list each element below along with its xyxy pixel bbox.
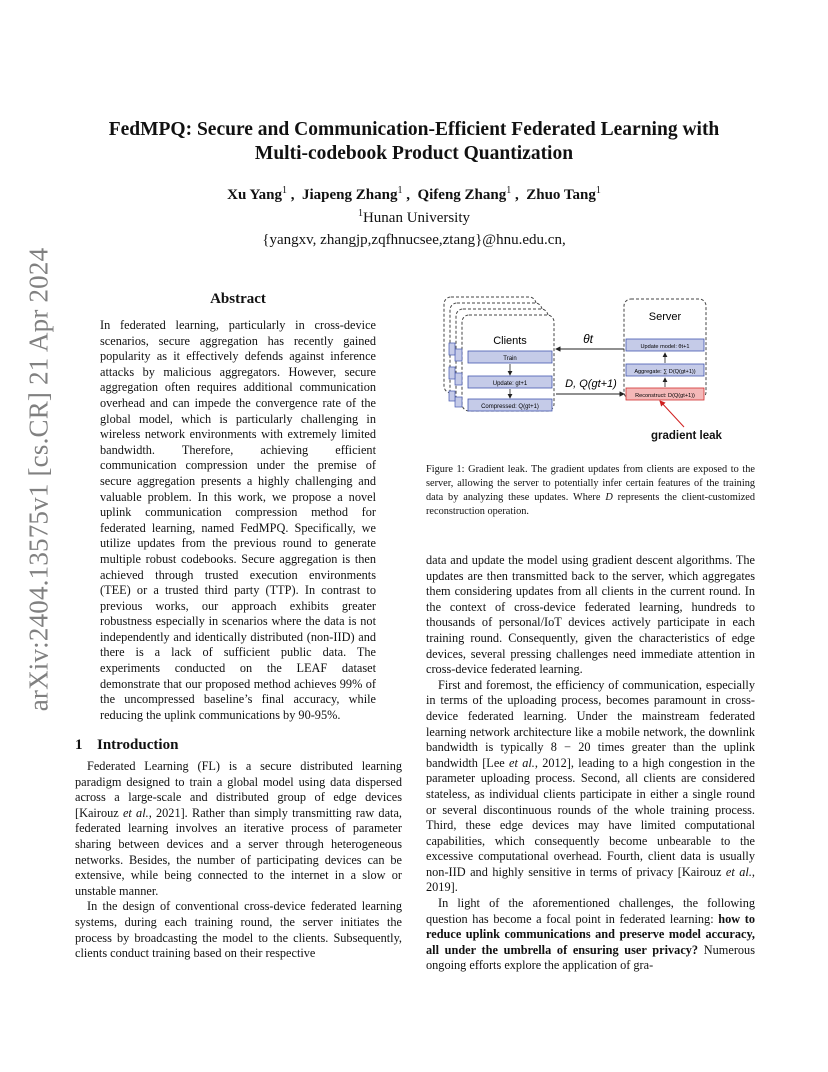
paragraph: [75, 759, 402, 899]
text-run: First and foremost, the efficiency of communication, especially in terms of the uploading process, becomes paramount in cross-device federated learning. Under the mainstream federated learning network architecture like a mobile network, the downlink bandwidth is typically 8 − 20 times greater than the uplink bandwidth [Lee: [426, 677, 755, 770]
update-label: Update: gt+1: [492, 381, 528, 387]
clients-label: Clients: [493, 335, 527, 347]
section-heading: [75, 737, 178, 754]
affiliation-name: Hunan University: [362, 210, 471, 226]
left-column-body: [75, 759, 402, 962]
paragraph: data and update the model using gradient descent algorithms. The updates are then transmitted back to the server, which aggregates them considering updates from all clients in the current round. In the context of cross-device federated learning, hundreds to thousands of personal/IoT devices actively participate in each training round. Consequently, given the characteristics of edge devices, several pressing challenges need immediate attention in cross-device federated learning.: [426, 553, 755, 677]
client-tab: [455, 349, 462, 361]
author-emails: {yangxv, zhangjp,zqfhnucsee,ztang}@hnu.edu.cn,: [262, 232, 566, 248]
author-sup: 1: [397, 185, 403, 196]
affiliation: [90, 208, 738, 227]
text-run: , 2019].: [426, 864, 755, 895]
text-run: , 2012], leading to a high congestion in the parameter uploading process. Second, all clients are considered stateless, as individual clients participate in either a single round or several discontinuous rounds of the whole training process. Third, these edge devices may have limited computational capabilities, which consequently become unbearable to the excessive computational overhead. Fourth, client data is usually non-IID and highly sensitive in terms of privacy [Kairouz: [426, 755, 755, 879]
client-tab: [449, 367, 455, 379]
section-title: Introduction: [97, 737, 179, 753]
dq-label: D, Q(gt+1): [565, 378, 617, 390]
author-sup: 1: [506, 185, 512, 196]
paragraph: In the design of conventional cross-device federated learning systems, during each training round, the server initiates the process by broadcasting the model to the clients. Subsequently, clients conduct training based on their respective: [75, 899, 402, 961]
text-run: how to reduce uplink communications and preserve model accuracy, all under the umbrella of ensuring user privacy?: [426, 911, 755, 957]
text-run: , 2021]. Rather than simply transmitting raw data, federated learning involves an iterative process of parameter sharing between devices and a server through heterogeneous networks. Besides, the number of participating devices can be extensive, while being connected to the internet in a slow or unstable manner.: [75, 805, 402, 898]
text-run: Federated Learning (FL) is a secure distributed learning paradigm designed to train a global model using data dispersed across a large-scale and distributed group of edge devices [Kairouz: [75, 759, 402, 820]
client-tab: [455, 397, 462, 407]
client-tab: [449, 343, 455, 355]
reconstruct-label: Reconstruct: D(Q(gt+1)): [635, 393, 695, 399]
author-name: Xu Yang: [227, 187, 282, 203]
gradient-leak-label: gradient leak: [651, 430, 722, 442]
compressed-label: Compressed: Q(gt+1): [481, 404, 539, 410]
title-line-1: FedMPQ: Secure and Communication-Efficient Federated Learning with: [108, 119, 720, 140]
update-model-label: Update model: θt+1: [640, 344, 690, 350]
text-run: D: [605, 492, 613, 503]
section-number: 1: [75, 737, 83, 753]
arxiv-stamp: [21, 0, 57, 1072]
paragraph: [426, 896, 755, 974]
client-tab: [449, 391, 455, 401]
author-name: Qifeng Zhang: [417, 187, 507, 203]
text-run: et al.: [122, 805, 149, 820]
text-run: In light of the aforementioned challenges, the following question has become a focal point in federated learning:: [426, 896, 755, 926]
author-name: Zhuo Tang: [526, 187, 596, 203]
theta-label: θt: [583, 332, 593, 346]
abstract-body: In federated learning, particularly in cross-device scenarios, secure aggregation has recently gained popularity as it effectively defends against inference attacks by malicious aggregators. However, secure aggregation often requires additional communication overhead and can impede the convergence rate of the global model, which is particularly challenging in wireless network environments with extremely limited bandwidth. Therefore, achieving efficient communication compression under the premise of secure aggregation presents a highly challenging and valuable problem. In this work, we propose a novel uplink communication compression method for federated learning, named FedMPQ. Specifically, we utilize updates from the previous round to generate multiple robust codebooks. Secure aggregation is then achieved through trusted execution environments (TEE) or a trusted third party (TTP). In contrast to previous works, our approach exhibits greater robustness especially in scenarios where the data is not independently and identically distributed (non-IID) and there is a lack of sufficient public data. The experiments conducted on the LEAF dataset demonstrate that our proposed method achieves 99% of the uncompressed baseline’s final accuracy, while reducing the uplink communications by 90-95%.: [100, 318, 376, 722]
author-name: Jiapeng Zhang: [302, 187, 398, 203]
title-line-2: Multi-codebook Product Quantization: [254, 143, 574, 164]
paper-title: [90, 118, 738, 166]
author-sup: 1: [595, 185, 601, 196]
abstract-heading: Abstract: [210, 291, 266, 307]
figure-gradient-leak: [438, 293, 738, 453]
right-column-body: [426, 553, 755, 974]
gradient-leak-arrow: [660, 401, 684, 427]
text-run: Numerous ongoing efforts explore the application of gra-: [426, 942, 755, 973]
text-run: represents the client-customized reconstruction operation.: [426, 492, 755, 517]
text-run: et al.: [725, 864, 752, 879]
text-run: Figure 1: Gradient leak. The gradient updates from clients are exposed to the server, allowing the server to potentially infer certain features of the training data by analyzing these updates. Where: [426, 464, 755, 503]
train-label: Train: [503, 356, 517, 362]
aggregate-label: Aggregate: ∑ D(Q(gt+1)): [634, 369, 696, 375]
text-run: et al.: [509, 755, 535, 770]
affiliation-sup: 1: [357, 208, 363, 219]
client-tab: [455, 373, 462, 385]
author-list: Xu Yang$^1$ , Jiapeng Zhang$^1$ , Qifeng Zhang$^1$ , Zhuo Tang$^1$: [227, 185, 601, 203]
author-sup: 1: [282, 185, 287, 196]
server-label: Server: [648, 311, 682, 323]
arxiv-id: arXiv:2404.13575v1 [cs.CR] 21 Apr 2024: [23, 247, 54, 711]
figure-caption: [426, 463, 755, 519]
paragraph: [426, 678, 755, 896]
